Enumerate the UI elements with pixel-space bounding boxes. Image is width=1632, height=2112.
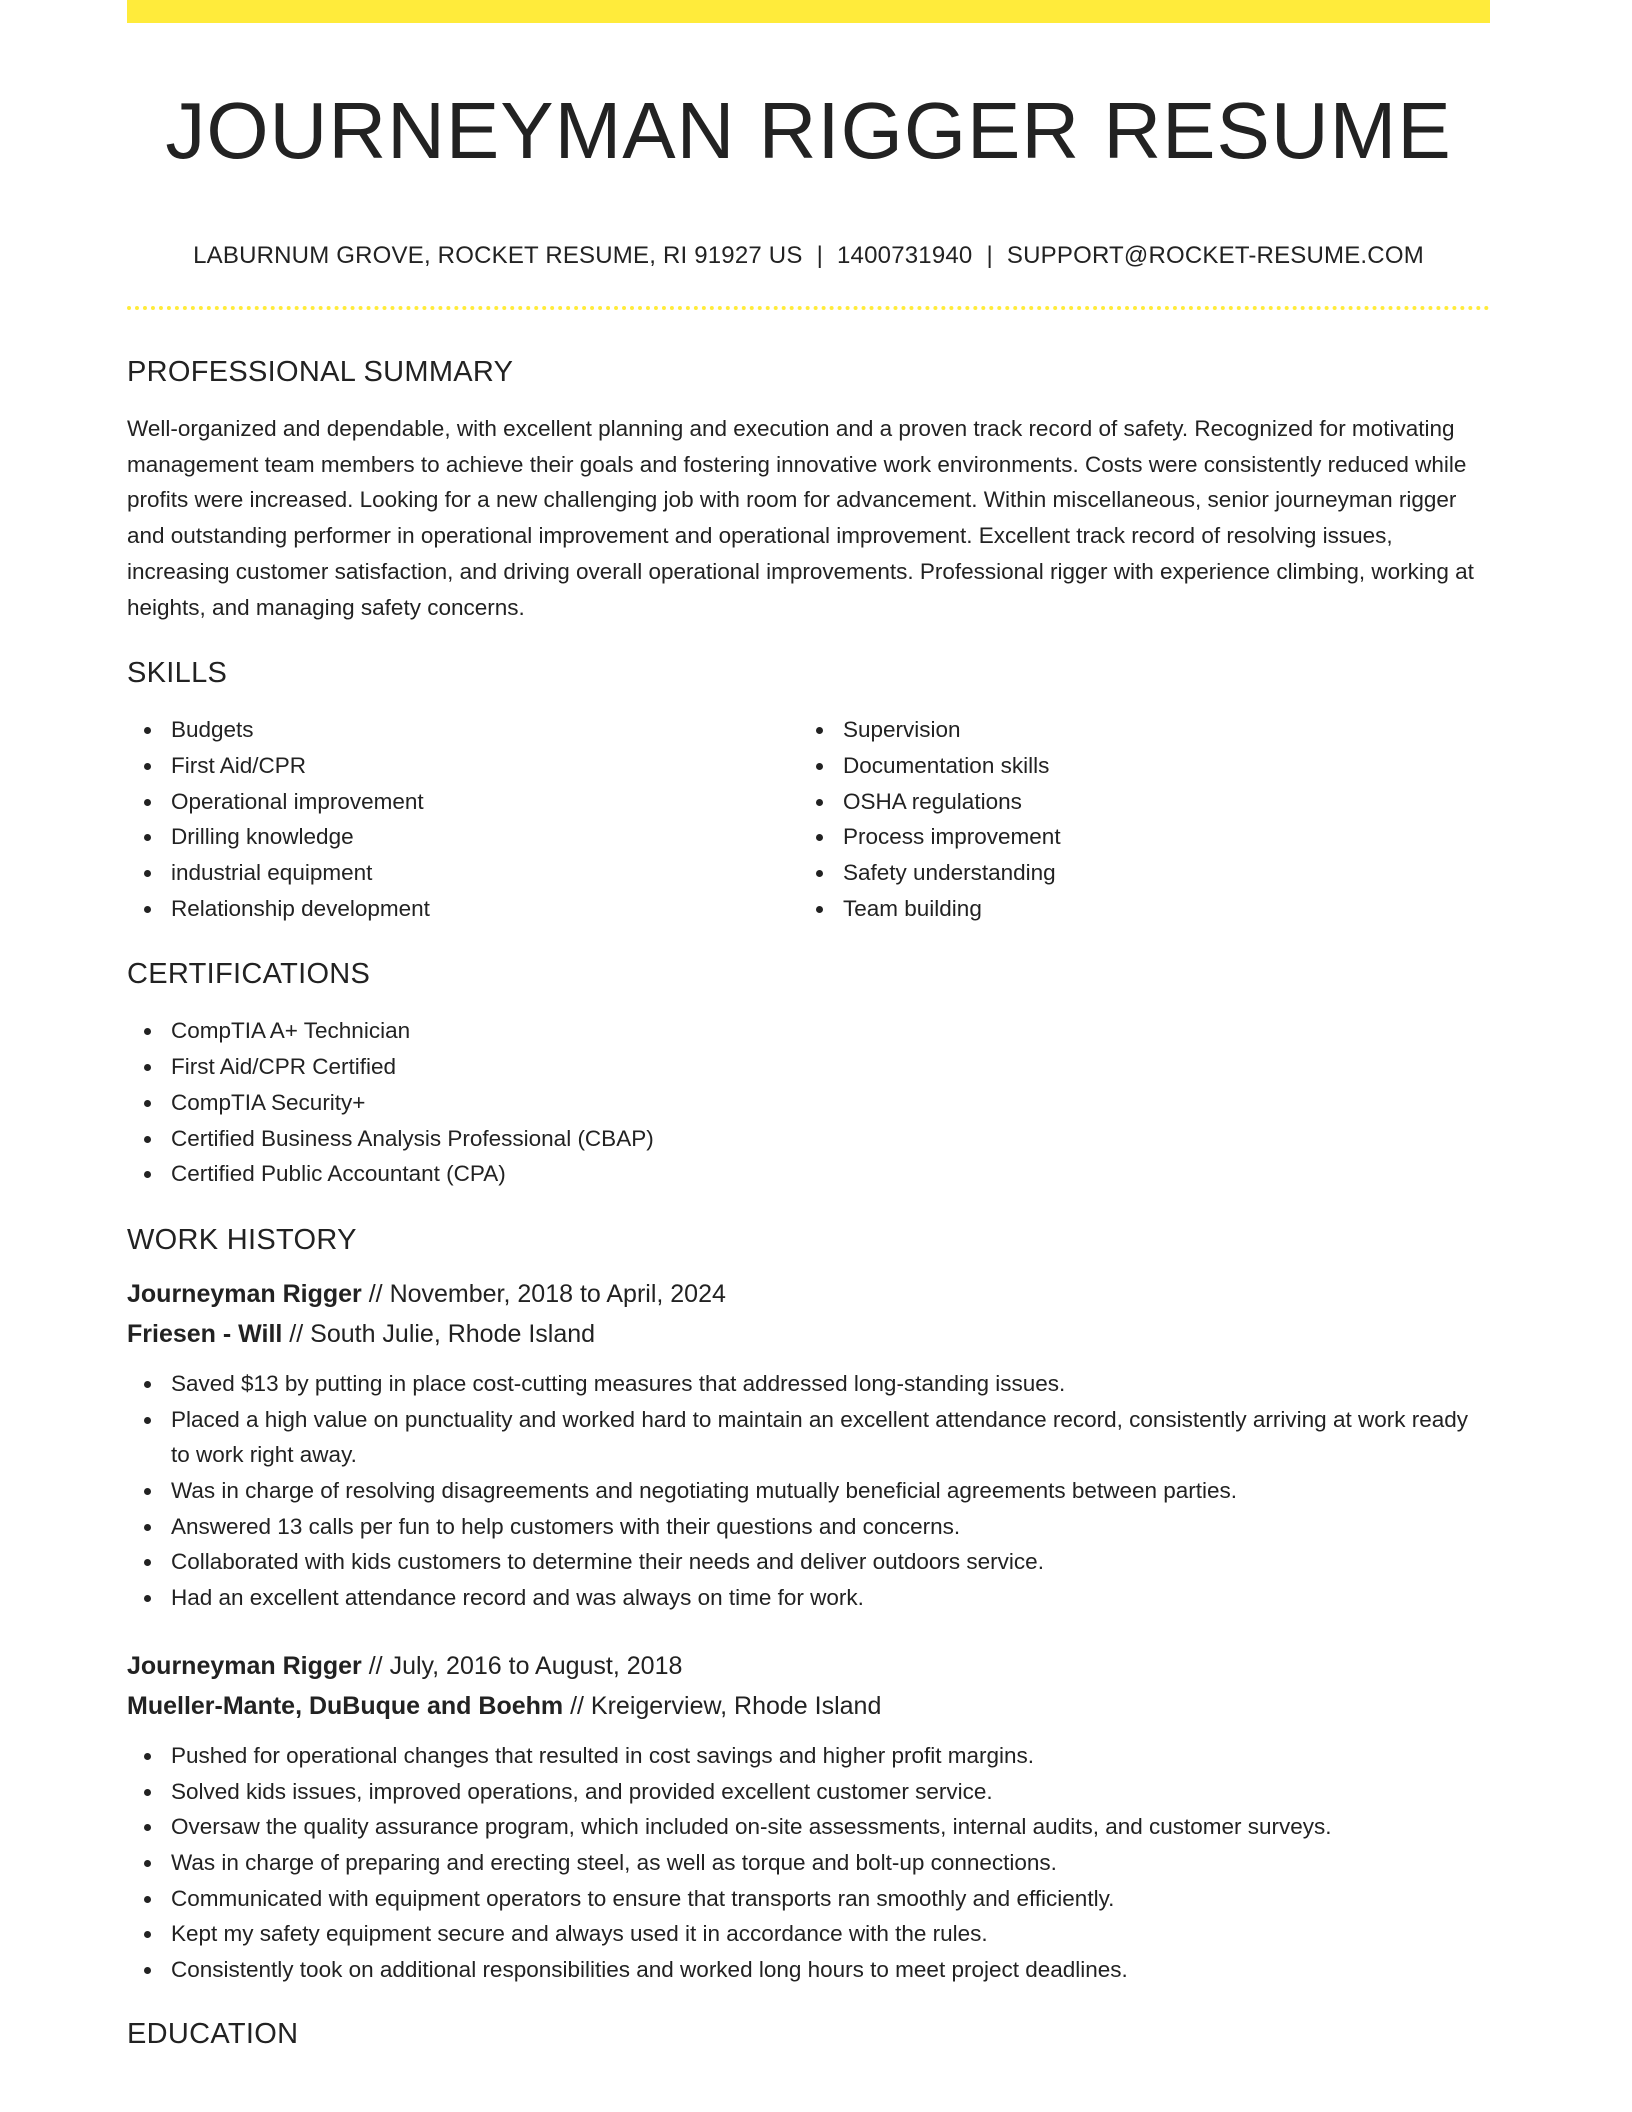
job-title-line [127, 1646, 1490, 1686]
skills-list [127, 712, 1490, 926]
job-company: Mueller-Mante, DuBuque and Boehm [127, 1691, 564, 1720]
contact-line [127, 241, 1490, 271]
list-item: Was in charge of preparing and erecting steel, as well as torque and bolt-up connections. [127, 1845, 1490, 1881]
contact-address: LABURNUM GROVE, ROCKET RESUME, RI 91927 US [193, 242, 803, 269]
resume-title: JOURNEYMAN RIGGER RESUME [165, 86, 1452, 175]
work-history-heading: WORK HISTORY [127, 1223, 357, 1256]
job-company-line [127, 1686, 1490, 1726]
list-item: Documentation skills [799, 748, 1471, 784]
job-role: Journeyman Rigger [127, 1651, 362, 1680]
list-item: CompTIA A+ Technician [127, 1013, 1490, 1049]
list-item: Solved kids issues, improved operations, and provided excellent customer service. [127, 1774, 1490, 1810]
list-item: Certified Business Analysis Professional (CBAP) [127, 1121, 1490, 1157]
list-item: Answered 13 calls per fun to help customers with their questions and concerns. [127, 1509, 1490, 1545]
list-item: Was in charge of resolving disagreements and negotiating mutually beneficial agreements between parties. [127, 1473, 1490, 1509]
list-item: Relationship development [127, 891, 799, 927]
list-item: Operational improvement [127, 784, 799, 820]
skills-heading: SKILLS [127, 657, 228, 690]
list-item: CompTIA Security+ [127, 1085, 1490, 1121]
list-item: OSHA regulations [799, 784, 1471, 820]
certifications-list [127, 1013, 1490, 1192]
contact-phone: 1400731940 [837, 242, 973, 269]
job-duties [127, 1738, 1490, 1988]
list-item: Certified Public Accountant (CPA) [127, 1156, 1490, 1192]
list-item: Team building [799, 891, 1471, 927]
list-item: Communicated with equipment operators to ensure that transports ran smoothly and efficiently. [127, 1881, 1490, 1917]
contact-email: SUPPORT@ROCKET-RESUME.COM [1006, 242, 1424, 269]
certifications-heading: CERTIFICATIONS [127, 958, 371, 991]
contact-separator: | [986, 242, 993, 269]
job-location: // South Julie, Rhode Island [282, 1319, 596, 1348]
job-company: Friesen - Will [127, 1319, 283, 1348]
job-dates: // November, 2018 to April, 2024 [361, 1279, 726, 1308]
header-divider [127, 306, 1490, 310]
job-duties [127, 1366, 1490, 1616]
list-item: Oversaw the quality assurance program, which included on-site assessments, internal audits, and customer surveys. [127, 1809, 1490, 1845]
list-item: Had an excellent attendance record and was always on time for work. [127, 1580, 1490, 1616]
list-item: Placed a high value on punctuality and worked hard to maintain an excellent attendance record, consistently arriving at work ready to work right away. [127, 1402, 1490, 1473]
skills-column-right [799, 712, 1471, 926]
accent-bar [127, 0, 1490, 23]
education-heading: EDUCATION [127, 2017, 299, 2050]
skills-column-left [127, 712, 799, 926]
list-item: Safety understanding [799, 855, 1471, 891]
job-dates: // July, 2016 to August, 2018 [361, 1651, 683, 1680]
list-item: Saved $13 by putting in place cost-cutting measures that addressed long-standing issues. [127, 1366, 1490, 1402]
list-item: Pushed for operational changes that resulted in cost savings and higher profit margins. [127, 1738, 1490, 1774]
resume-page [127, 0, 1490, 2052]
list-item: First Aid/CPR [127, 748, 799, 784]
list-item: industrial equipment [127, 855, 799, 891]
list-item: Collaborated with kids customers to determine their needs and deliver outdoors service. [127, 1544, 1490, 1580]
job-company-line [127, 1314, 1490, 1354]
contact-separator: | [816, 242, 823, 269]
summary-heading: PROFESSIONAL SUMMARY [127, 356, 514, 388]
job-title-line [127, 1274, 1490, 1314]
summary-text: Well-organized and dependable, with excellent planning and execution and a proven track record of safety. Recognized for motivating management team members to achieve their goals and fostering innovative work environments. Costs were consistently reduced while profits were increased. Looking for a new challenging job with room for advancement. Within miscellaneous, senior journeyman rigger and outstanding performer in operational improvement and operational improvement. Excellent track record of resolving issues, increasing customer satisfaction, and driving overall operational improvements. Professional rigger with experience climbing, working at heights, and managing safety concerns. [127, 416, 1474, 620]
list-item: Consistently took on additional responsibilities and worked long hours to meet project deadlines. [127, 1952, 1490, 1988]
list-item: Kept my safety equipment secure and always used it in accordance with the rules. [127, 1916, 1490, 1952]
list-item: First Aid/CPR Certified [127, 1049, 1490, 1085]
job-entry [127, 1646, 1490, 1988]
job-role: Journeyman Rigger [127, 1279, 362, 1308]
list-item: Budgets [127, 712, 799, 748]
list-item: Supervision [799, 712, 1471, 748]
list-item: Process improvement [799, 819, 1471, 855]
job-location: // Kreigerview, Rhode Island [563, 1691, 882, 1720]
list-item: Drilling knowledge [127, 819, 799, 855]
job-entry [127, 1274, 1490, 1616]
